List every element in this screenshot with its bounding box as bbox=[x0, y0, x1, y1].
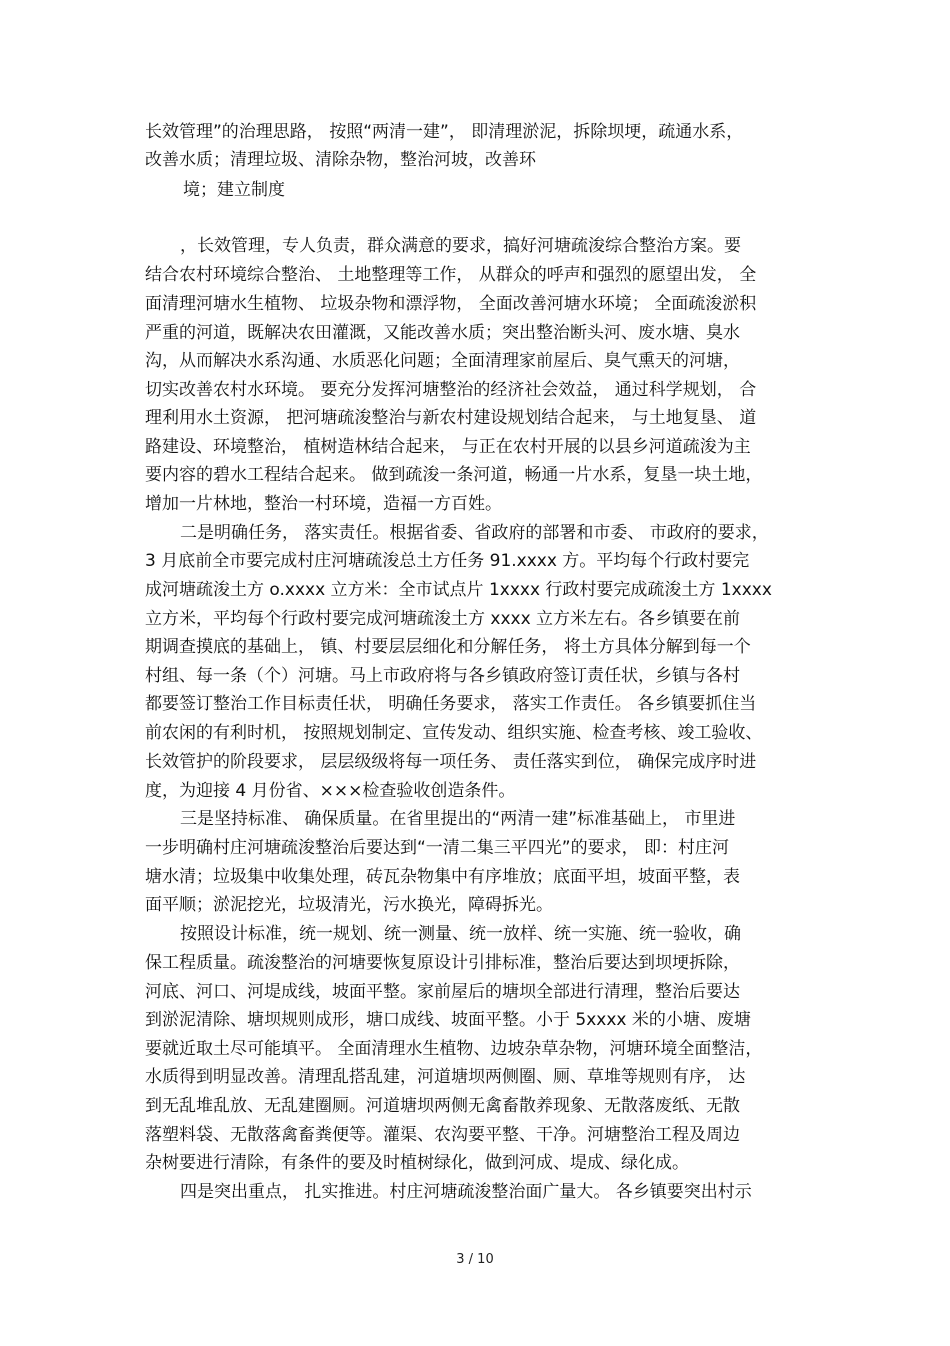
text-line: 改善水质；清理垃圾、清除杂物，整治河坡，改善环 bbox=[145, 150, 536, 170]
text-line: 3 月底前全市要完成村庄河塘疏浚总土方任务 91.xxxx 方。平均每个行政村要完 bbox=[145, 551, 750, 571]
text-line: 理利用水土资源， 把河塘疏浚整治与新农村建设规划结合起来， 与土地复垦、 道 bbox=[145, 408, 757, 428]
text-line: 度，为迎接 4 月份省、×××检查验收创造条件。 bbox=[145, 781, 516, 801]
text-line: 要就近取土尽可能填平。 全面清理水生植物、边坡杂草杂物，河塘环境全面整洁， bbox=[145, 1039, 763, 1059]
text-line: 河底、河口、河堤成线，坡面平整。家前屋后的塘坝全部进行清理，整治后要达 bbox=[145, 982, 740, 1002]
text-line: 一步明确村庄河塘疏浚整治后要达到“一清二集三平四光”的要求， 即：村庄河 bbox=[145, 838, 730, 858]
page-number: 3 / 10 bbox=[456, 1252, 494, 1267]
text-line: 路建设、环境整治， 植树造林结合起来， 与正在农村开展的以县乡河道疏浚为主 bbox=[145, 437, 751, 457]
text-line: 二是明确任务， 落实责任。根据省委、省政府的部署和市委、 市政府的要求， bbox=[180, 523, 769, 543]
text-line: 期调查摸底的基础上， 镇、村要层层细化和分解任务， 将土方具体分解到每一个 bbox=[145, 637, 751, 657]
text-line: 严重的河道，既解决农田灌溉，又能改善水质；突出整治断头河、废水塘、臭水 bbox=[145, 323, 740, 343]
text-line: 沟，从而解决水系沟通、水质恶化问题；全面清理家前屋后、臭气熏天的河塘， bbox=[145, 351, 740, 371]
text-line: 塘水清；垃圾集中收集处理，砖瓦杂物集中有序堆放；底面平坦，坡面平整，表 bbox=[145, 867, 740, 887]
text-line: 长效管理”的治理思路， 按照“两清一建”， 即清理淤泥，拆除坝埂，疏通水系， bbox=[145, 122, 744, 142]
text-line: 前农闲的有利时机， 按照规划制定、宣传发动、组织实施、检查考核、竣工验收、 bbox=[145, 723, 763, 743]
text-line: 到无乱堆乱放、无乱建圈厕。河道塘坝两侧无禽畜散养现象、无散落废纸、无散 bbox=[145, 1096, 740, 1116]
text-line: 成河塘疏浚土方 o.xxxx 立方米：全市试点片 1xxxx 行政村要完成疏浚土方 1xxxx bbox=[145, 580, 772, 600]
text-line: 结合农村环境综合整治、 土地整理等工作， 从群众的呼声和强烈的愿望出发， 全 bbox=[145, 265, 757, 285]
text-line: 要内容的碧水工程结合起来。 做到疏浚一条河道，畅通一片水系，复垦一块土地， bbox=[145, 465, 763, 485]
text-line: 境；建立制度 bbox=[183, 180, 285, 200]
text-line: 落塑料袋、无散落禽畜粪便等。灌渠、农沟要平整、干净。河塘整治工程及周边 bbox=[145, 1125, 740, 1145]
text-line: 到淤泥清除、塘坝规则成形，塘口成线、坡面平整。小于 5xxxx 米的小塘、废塘 bbox=[145, 1010, 751, 1030]
text-line: 面平顺；淤泥挖光，垃圾清光，污水换光，障碍拆光。 bbox=[145, 895, 553, 915]
text-line: 四是突出重点， 扎实推进。村庄河塘疏浚整治面广量大。 各乡镇要突出村示 bbox=[180, 1182, 752, 1202]
text-line: 村组、每一条（个）河塘。马上市政府将与各乡镇政府签订责任状，乡镇与各村 bbox=[145, 666, 740, 686]
text-line: 长效管护的阶段要求， 层层级级将每一项任务、 责任落实到位， 确保完成序时进 bbox=[145, 752, 757, 772]
text-line: 按照设计标准，统一规划、统一测量、统一放样、统一实施、统一验收，确 bbox=[180, 924, 741, 944]
text-line: 面清理河塘水生植物、 垃圾杂物和漂浮物， 全面改善河塘水环境； 全面疏浚淤积 bbox=[145, 294, 757, 314]
text-line: 切实改善农村水环境。 要充分发挥河塘整治的经济社会效益， 通过科学规划， 合 bbox=[145, 380, 757, 400]
text-line: 保工程质量。疏浚整治的河塘要恢复原设计引排标准，整治后要达到坝埂拆除， bbox=[145, 953, 740, 973]
text-line: 都要签订整治工作目标责任状， 明确任务要求， 落实工作责任。 各乡镇要抓住当 bbox=[145, 694, 757, 714]
text-line: 三是坚持标准、 确保质量。在省里提出的“两清一建”标准基础上， 市里进 bbox=[180, 809, 736, 829]
text-line: 立方米，平均每个行政村要完成河塘疏浚土方 xxxx 立方米左右。各乡镇要在前 bbox=[145, 609, 741, 629]
text-line: 增加一片林地，整治一村环境，造福一方百姓。 bbox=[145, 494, 502, 514]
text-line: 水质得到明显改善。清理乱搭乱建，河道塘坝两侧圈、厕、草堆等规则有序， 达 bbox=[145, 1067, 746, 1087]
text-line: 杂树要进行清除，有条件的要及时植树绿化，做到河成、堤成、绿化成。 bbox=[145, 1153, 689, 1173]
text-line: ，长效管理，专人负责，群众满意的要求，搞好河塘疏浚综合整治方案。要 bbox=[180, 236, 741, 256]
